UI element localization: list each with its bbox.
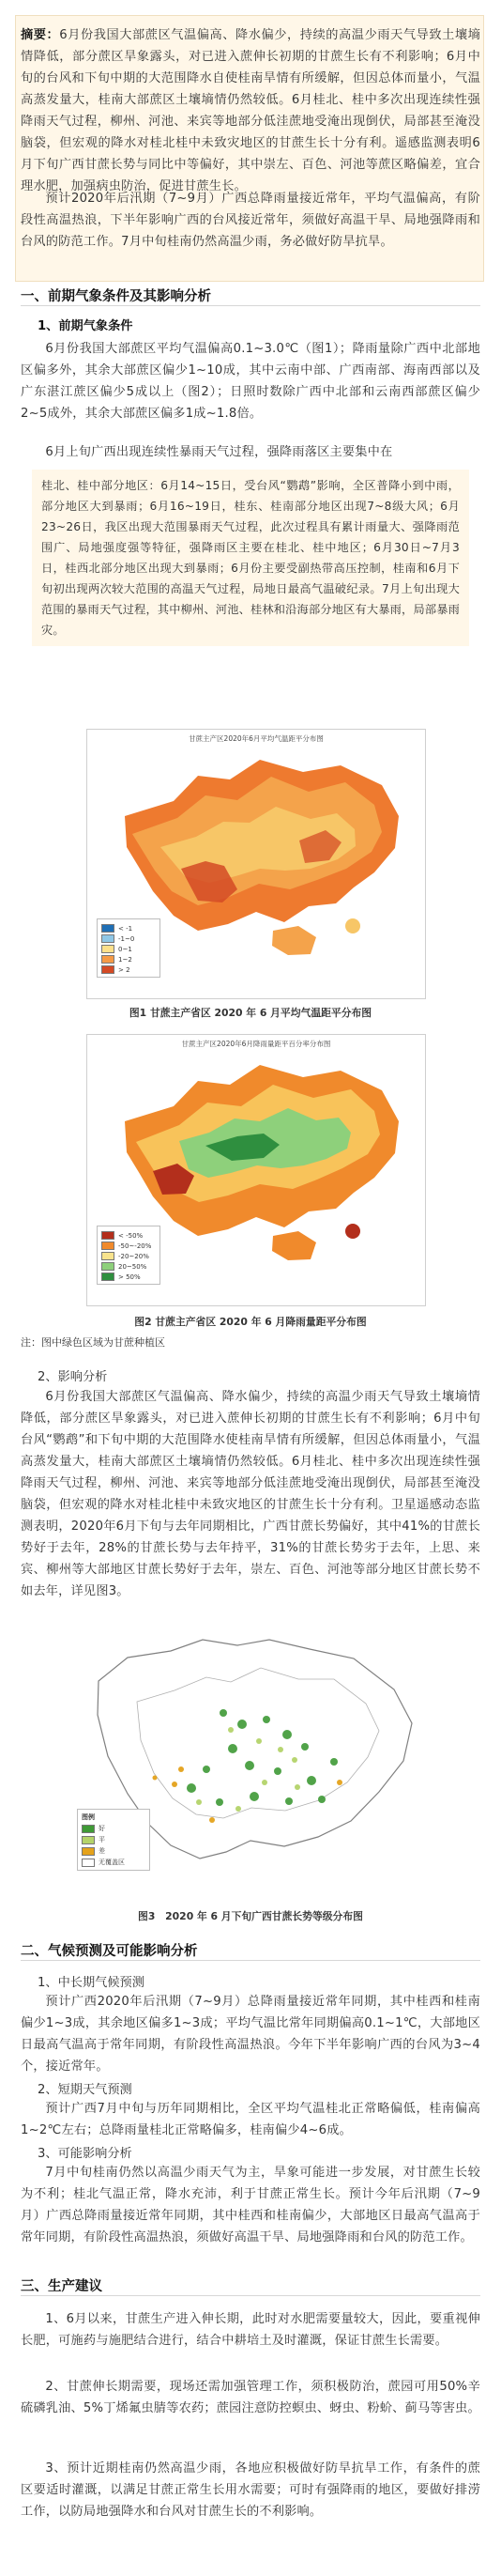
abstract-label: 摘要：: [21, 28, 60, 42]
map-figure-3: [66, 1623, 441, 1895]
paragraph-temperature: 6月份我国大部蔗区平均气温偏高0.1~3.0℃（图1）；降雨量除广西中北部地区偏多外，其余大部蔗区偏少1~10成，其中云南中部、广西南部、海南西部以及广东湛江蔗区偏少5成以上（图2）；日照时数除广西中北部和云南西部蔗区偏少2~5成外，其余大部蔗区偏多1成~1.8倍。: [21, 342, 480, 421]
map-figure-2: [86, 1034, 426, 1306]
weather-process-box: 桂北、桂中部分地区：6月14~15日，受台风“鹦鹉”影响，全区普降小到中雨，部分地区大到暴雨；6月16~19日，桂东、桂南部分地区出现7~8级大风；6月23~26日，我区出现大范围暴雨天气过程，此次过程具有累计雨量大、强降雨范围广、局地强度强等特征，强降雨区主要在桂北、桂中地区；6月30日~7月3日，桂西北部分地区出现大到暴雨；6月份主要受副热带高压控制，桂南和6月下旬初出现两次较大范围的高温天气过程，局地日最高气温破纪录。7月上旬出现大范围的暴雨天气过程，其中柳州、河池、桂林和沿海部分地区有大暴雨，局部暴雨灾。: [32, 470, 469, 646]
subsection-heading: 1、前期气象条件: [38, 319, 133, 333]
figure-caption-3: 图3 2020 年 6 月下旬广西甘蔗长势等级分布图: [138, 1910, 363, 1922]
map-title-2: 甘蔗主产区2020年6月降雨量距平百分率分布图: [181, 1040, 331, 1048]
legend-title: 图例: [82, 1813, 95, 1821]
section-heading-1: 一、前期气象条件及其影响分析: [21, 289, 211, 304]
production-advice-3: 3、预计近期桂南仍然高温少雨，各地应积极做好防旱抗旱工作，有条件的蔗区要适时灌溉，以满足甘蔗正常生长用水需要；可时有强降雨的地区，要做好排涝工作，以防局地强降水和台风对甘蔗生长的不利影响。: [21, 2461, 480, 2519]
legend-item: 平: [82, 1835, 145, 1844]
section-heading-3: 三、生产建议: [21, 2279, 102, 2294]
subsection-heading: 2、影响分析: [38, 1370, 108, 1384]
abstract-paragraph: 摘要：6月份我国大部蔗区气温偏高、降水偏少，持续的高温少雨天气导致土壤墒情降低，部分蔗区旱象露头，对已进入蔗伸长初期的甘蔗生长有不利影响；6月中旬的台风和下旬中期的大范围降水自使桂南旱情有所缓解，但因总体而量小，气温高蒸发量大，桂南大部蔗区土壤墒情仍然较低。6月桂北、桂中多次出现连续性强降雨天气过程，柳州、河池、来宾等地部分低洼蔗地受淹出现倒伏，局部甚至淹没脑袋，但宏观的降水对桂北桂中未致灾地区的甘蔗生长十分有利。遥感监测表明6月下旬广西甘蔗长势与同比中等偏好，其中崇左、百色、河池等蔗区略偏差，宜合理水肥，加强病虫防治，促进甘蔗生长。: [21, 28, 480, 193]
legend-item: > 50%: [101, 1273, 156, 1281]
map-title-1: 甘蔗主产区2020年6月平均气温距平分布图: [189, 734, 324, 743]
legend-item: -1~0: [101, 934, 156, 943]
legend-item: 0~1: [101, 945, 156, 953]
legend-growth: [77, 1809, 150, 1871]
figure-note: 注：图中绿色区域为甘蔗种植区: [21, 1336, 165, 1349]
paragraph-rain-intro: 6月上旬广西出现连续性暴雨天气过程，强降雨落区主要集中在: [45, 445, 393, 459]
legend-item: > 2: [101, 965, 156, 974]
paragraph-impact-analysis: 6月份我国大部蔗区气温偏高、降水偏少，持续的高温少雨天气导致土壤墒情降低，部分蔗区旱象露头，对已进入蔗伸长初期的甘蔗生长有不利影响；6月中旬台风“鹦鹉”和下旬中期的大范围降水使桂南旱情有所缓解，但因总体雨量小，气温高蒸发量大，桂南大部蔗区土壤墒情仍然较低。6月桂北、桂中多次出现连续性强降雨天气过程，柳州、河池、来宾等地部分低洼蔗地受淹出现倒伏，局部甚至淹没脑袋，但宏观的降水对桂北桂中未致灾地区的甘蔗生长十分有利。卫星遥感动态监测表明，2020年6月下旬与去年同期相比，广西甘蔗长势偏好，其中41%的甘蔗长势好于去年，28%的甘蔗长势与去年持平，31%的甘蔗长势劣于去年，上思、来宾、柳州等大部地区甘蔗长势好于去年，崇左、百色、河池等部分地区甘蔗长势不如去年，详见图3。: [21, 1390, 480, 1598]
legend-item: 无覆盖区: [82, 1858, 145, 1867]
production-advice-2: 2、甘蔗伸长期需要，现场还需加强管理工作，须积极防治，蔗园可用50%辛硫磷乳油、5%丁烯氟虫腈等农药；蔗园注意防控螟虫、蚜虫、粉蚧、蓟马等害虫。: [21, 2380, 480, 2415]
legend-item: 差: [82, 1846, 145, 1856]
legend-temperature: [97, 918, 160, 978]
production-advice-1: 1、6月以来，甘蔗生产进入伸长期，此时对水肥需要量较大，因此，要重视伸长肥，可施药与施肥结合进行，结合中耕培土及时灌溉，保证甘蔗生长需要。: [21, 2312, 480, 2348]
figure-caption-1: 图1 甘蔗主产省区 2020 年 6 月平均气温距平分布图: [129, 1007, 372, 1019]
legend-item: -50~-20%: [101, 1242, 156, 1250]
figure-caption-2: 图2 甘蔗主产省区 2020 年 6 月降雨量距平分布图: [134, 1316, 367, 1328]
paragraph-climate-forecast: 预计广西2020年后汛期（7~9月）总降雨量接近常年同期，其中桂西和桂南偏少1~3成，其余地区偏多1~3成；平均气温比常年同期偏高0.1~1℃，大部地区日最高气温高于常年同期，有阶段性高温热浪。今年下半年影响广西的台风为3~4个，接近常年。: [21, 1995, 480, 2074]
map-figure-1: [86, 729, 426, 999]
subsection-heading: 1、中长期气候预测: [38, 1976, 144, 1990]
legend-item: 20~50%: [101, 1262, 156, 1271]
subsection-heading: 2、短期天气预测: [38, 2083, 132, 2097]
section-divider: [21, 305, 480, 306]
section-divider: [21, 2295, 480, 2296]
section-heading-2: 二、气候预测及可能影响分析: [21, 1944, 198, 1959]
abstract-forecast-paragraph: 预计2020年后汛期（7~9月）广西总降雨量接近常年，平均气温偏高，有阶段性高温热浪，下半年影响广西的台风接近常年，须做好高温干旱、局地强降雨和台风的防范工作。7月中旬桂南仍然高温少雨，务必做好防旱抗旱。: [21, 192, 480, 249]
subsection-heading: 3、可能影响分析: [38, 2147, 132, 2161]
paragraph-short-forecast: 预计广西7月中旬与历年同期相比，全区平均气温桂北正常略偏低，桂南偏高1~2℃左右；总降雨量桂北正常略偏多，桂南偏少4~6成。: [21, 2102, 480, 2137]
section-divider: [21, 1960, 480, 1961]
legend-item: < -50%: [101, 1231, 156, 1240]
legend-item: 好: [82, 1824, 145, 1833]
paragraph-possible-impact: 7月中旬桂南仍然以高温少雨天气为主，旱象可能进一步发展，对甘蔗生长较为不利；桂北气温正常，降水充沛，利于甘蔗正常生长。预计今年后汛期（7~9月）广西总降雨量接近常年同期，其中桂西和桂南偏少，大部地区日最高气温高于常年同期，有阶段性高温热浪，须做好高温干旱、局地强降雨和台风的防范工作。: [21, 2166, 480, 2244]
legend-rainfall: [97, 1226, 160, 1285]
legend-item: -20~20%: [101, 1252, 156, 1260]
legend-item: < -1: [101, 924, 156, 933]
legend-item: 1~2: [101, 955, 156, 964]
